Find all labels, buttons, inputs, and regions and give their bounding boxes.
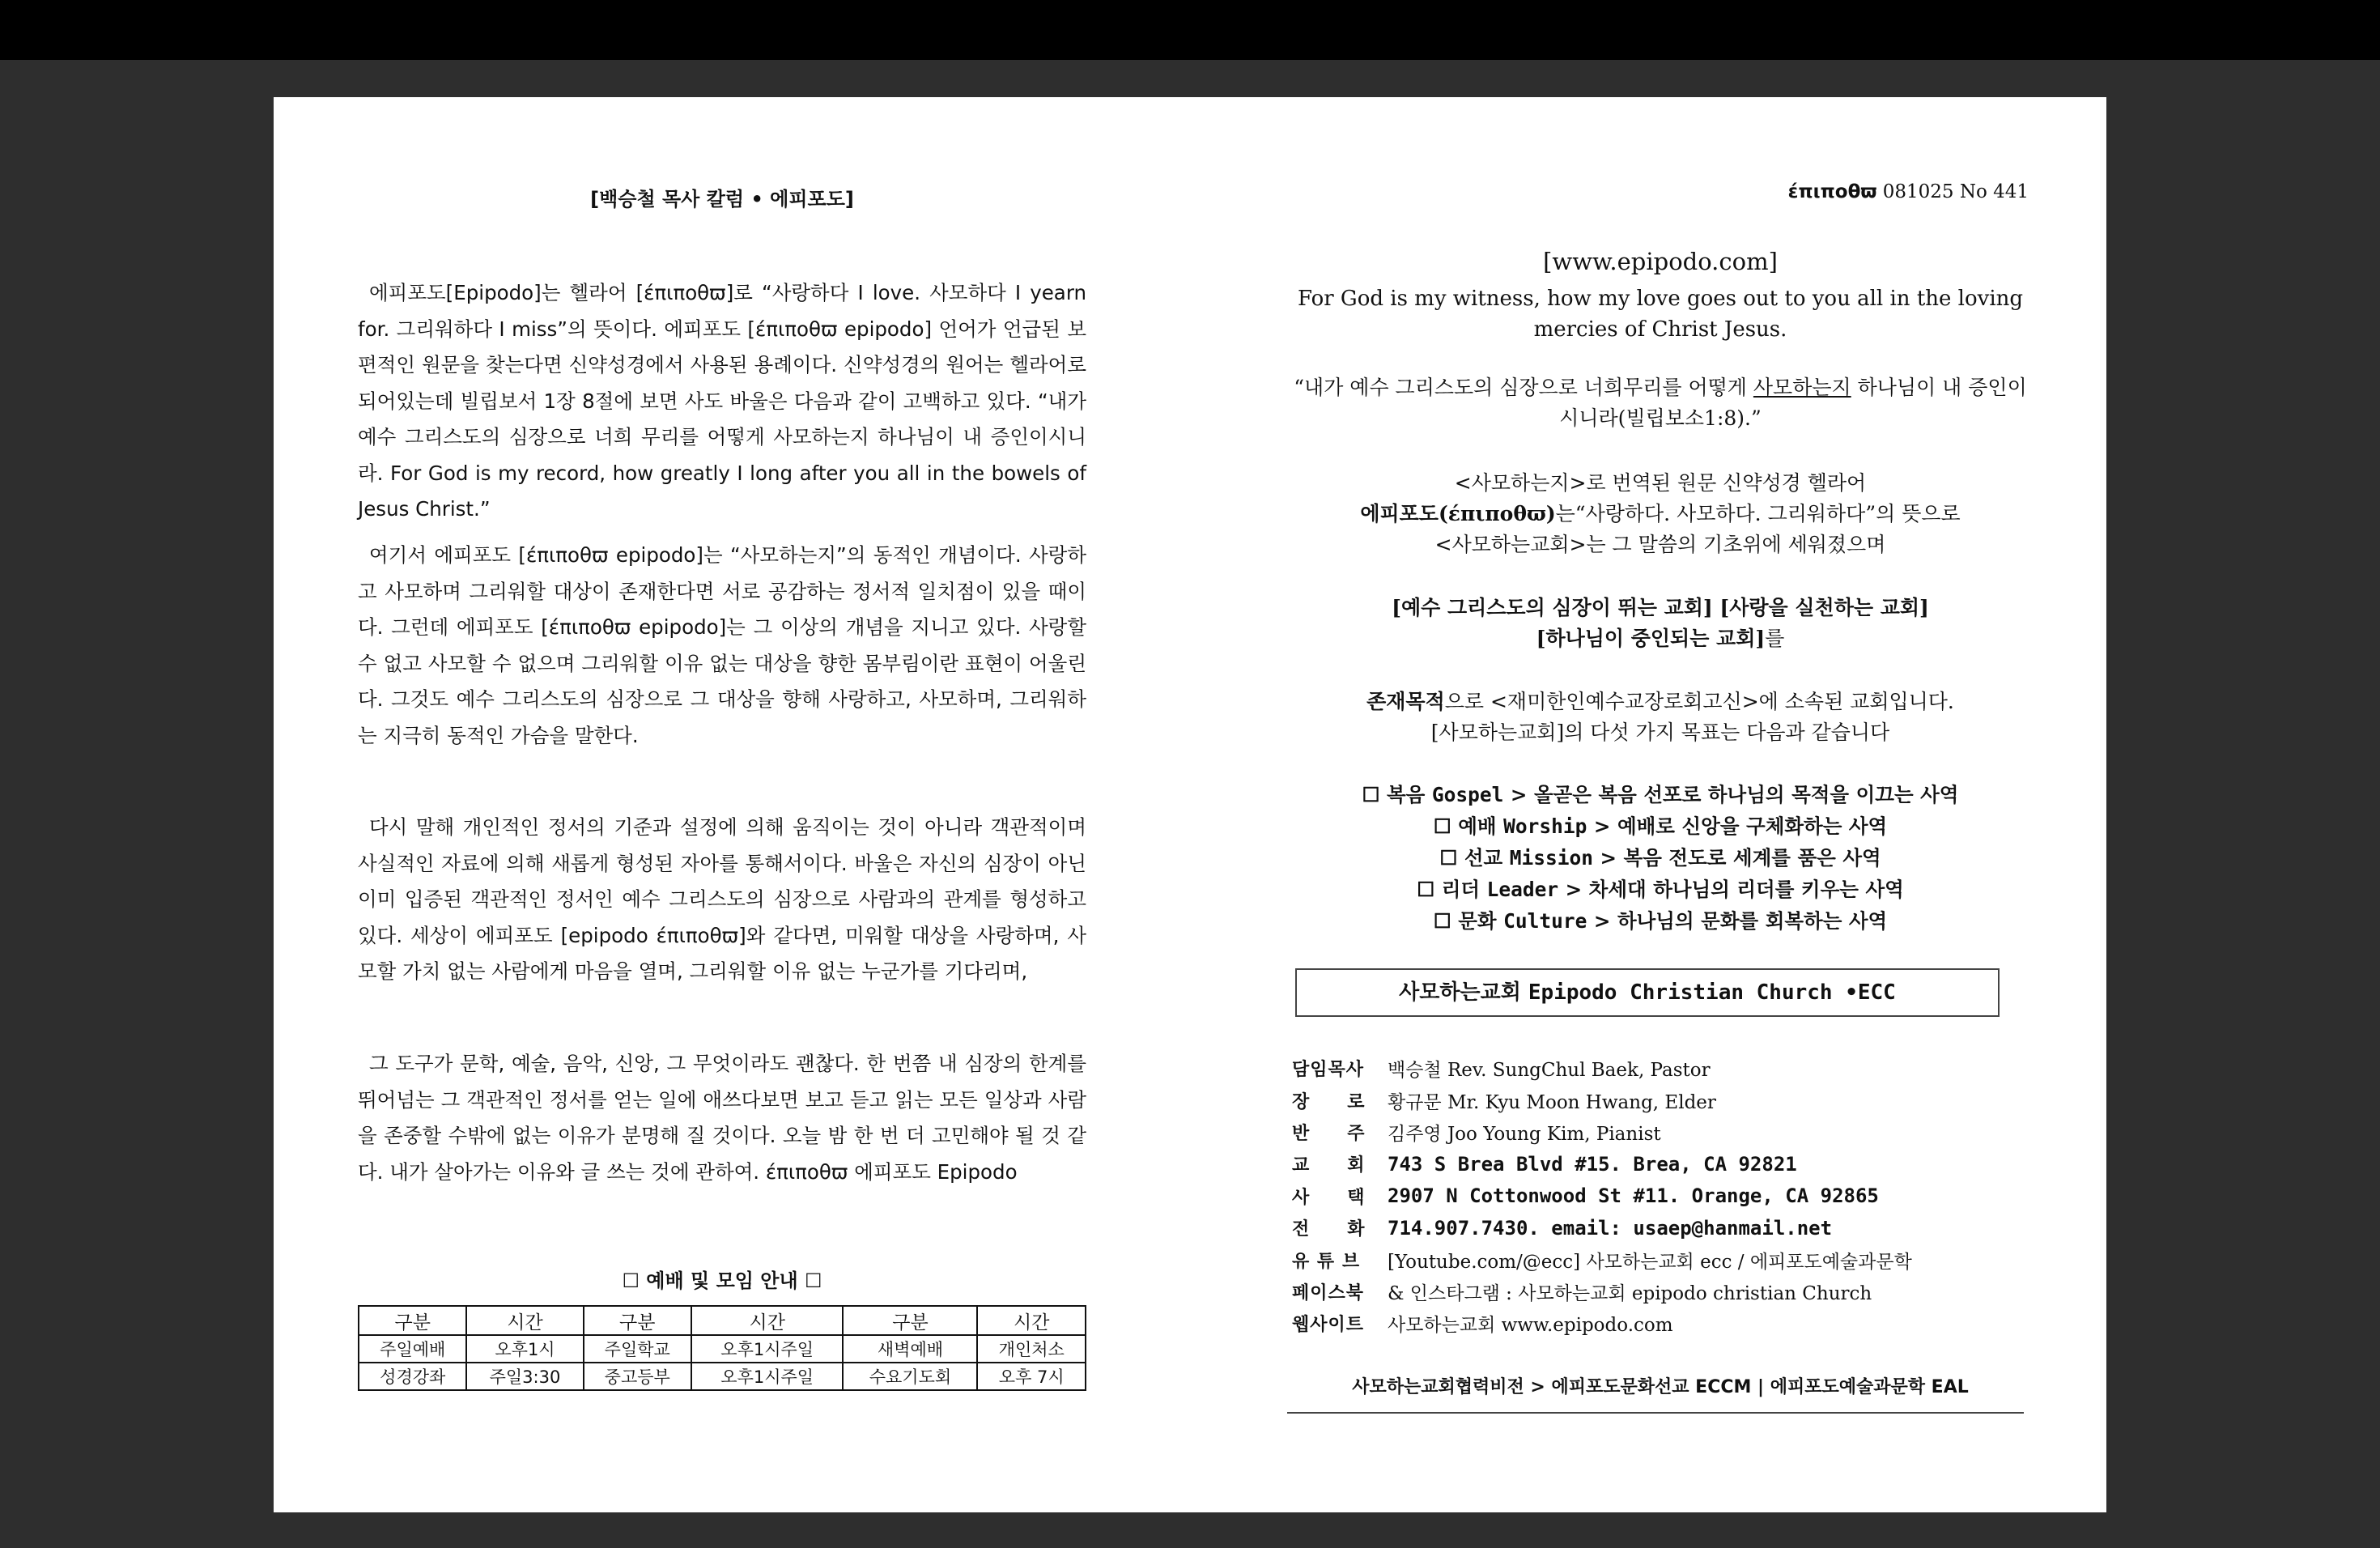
directory-label: 사 택 <box>1292 1187 1366 1208</box>
church-identity-line-2 <box>1292 623 2029 654</box>
table-cell: 주일3:30 <box>466 1363 583 1390</box>
directory-value: 김주영 Joo Young Kim, Pianist <box>1388 1123 1661 1145</box>
table-cell: 오후1시 <box>466 1335 583 1363</box>
viewer-top-bar <box>0 0 2380 60</box>
footer-divider <box>1287 1412 2024 1414</box>
table-header: 시간 <box>691 1306 843 1335</box>
goal-label: ☐ 예배 <box>1433 814 1504 838</box>
table-header: 구분 <box>584 1306 691 1335</box>
goal-label: ☐ 문화 <box>1433 909 1504 933</box>
issue-number <box>1788 181 2029 202</box>
church-directory <box>1292 1053 2029 1340</box>
directory-label: 장 로 <box>1292 1091 1366 1112</box>
goal-description: > 차세대 하나님의 리더를 키우는 사역 <box>1558 878 1904 901</box>
goals-list <box>1292 779 2029 937</box>
directory-row <box>1292 1148 2029 1180</box>
church-name-english: Epipodo Christian Church •ECC <box>1528 980 1896 1005</box>
social-media: & 인스타그램 : 사모하는교회 epipodo christian Church <box>1388 1282 1872 1304</box>
residence-address: 2907 N Cottonwood St #11. Orange, CA 92865 <box>1388 1184 1879 1208</box>
goal-english: Gospel <box>1431 783 1504 806</box>
church-name-box <box>1295 968 2000 1017</box>
purpose-line-2: [사모하는교회]의 다섯 가지 목표는 다음과 같습니다 <box>1430 721 1890 744</box>
verse-korean-end: 하나님이 내 증인이시니라(빌립보소1:8).” <box>1559 376 2027 430</box>
list-item <box>1292 905 2029 937</box>
table-header: 구분 <box>843 1306 977 1335</box>
table-cell: 수요기도회 <box>843 1363 977 1390</box>
goal-description: > 올곧은 복음 선포로 하나님의 목적을 이끄는 사역 <box>1503 783 1959 806</box>
goal-english: Mission <box>1509 846 1593 870</box>
column-paragraph-2: 여기서 에피포도 [έπιποθϖ epipodo]는 “사모하는지”의 동적인 개념이다. 사랑하고 사모하며 그리워할 대상이 존재한다면 서로 공감하는 정서적 일치점이 있을 때이다. 그런데 에피포도 [έπιποθϖ epipodo]는 그 이상의 개념을 지니고 있다. 사랑할 수 없고 사모할 수 없으며 그리워할 이유 없는 대상을 향한 몸부림이란 표현이 어울린다. 그것도 예수 그리스도의 심장으로 그 대상을 향해 사랑하고, 사모하며, 그리워하는 지극히 동적인 가슴을 말한다. <box>358 543 1086 747</box>
website-url: [www.epipodo.com] <box>1543 248 1778 275</box>
intro-meaning: 는“사랑하다. 사모하다. 그리워하다”의 뜻으로 <box>1555 502 1961 525</box>
purpose-line-1 <box>1292 687 2029 717</box>
table-cell: 오후1시주일 <box>691 1363 843 1390</box>
directory-row <box>1292 1084 2029 1116</box>
goal-label: ☐ 선교 <box>1439 846 1510 870</box>
table-cell: 주일학교 <box>584 1335 691 1363</box>
table-header: 시간 <box>977 1306 1086 1335</box>
service-schedule-table <box>358 1305 1086 1391</box>
goal-description: > 하나님의 문화를 회복하는 사역 <box>1587 909 1888 933</box>
website: 사모하는교회 www.epipodo.com <box>1388 1315 1673 1337</box>
directory-row <box>1292 1212 2029 1244</box>
directory-value: 황규문 Mr. Kyu Moon Hwang, Elder <box>1388 1091 1716 1113</box>
table-header: 시간 <box>466 1306 583 1335</box>
list-item <box>1292 779 2029 810</box>
directory-value: 백승철 Rev. SungChul Baek, Pastor <box>1388 1060 1711 1082</box>
list-item <box>1292 842 2029 874</box>
directory-label: 웹사이트 <box>1292 1315 1365 1336</box>
table-header: 구분 <box>359 1306 466 1335</box>
issue-text: 081025 No 441 <box>1876 181 2029 202</box>
document-page <box>274 97 2106 1512</box>
purpose-text: 으로 <재미한인예수교장로회고신>에 소속된 교회입니다. <box>1444 690 1954 713</box>
phone-email: 714.907.7430. email: usaep@hanmail.net <box>1388 1216 1833 1240</box>
directory-label: 페이스북 <box>1292 1282 1365 1303</box>
church-identity <box>1292 593 2029 654</box>
directory-label: 반 주 <box>1292 1123 1366 1144</box>
goal-english: Culture <box>1503 909 1587 933</box>
directory-row <box>1292 1308 2029 1339</box>
directory-row <box>1292 1180 2029 1212</box>
column-paragraph-4: 그 도구가 문학, 예술, 음악, 신앙, 그 무엇이라도 괜찮다. 한 번쯤 내 심장의 한계를 뛰어넘는 그 객관적인 정서를 얻는 일에 애쓰다보면 보고 듣고 읽는 모든 일상과 사람을 존중할 수밖에 없는 이유가 분명해 질 것이다. 오늘 밤 한 번 더 고민해야 될 것 같다. 내가 살아가는 이유와 글 쓰는 것에 관하여. έπιποθϖ 에피포도 Epipodo <box>358 1052 1086 1184</box>
church-intro <box>1292 468 2029 560</box>
directory-label: 전 화 <box>1292 1219 1366 1240</box>
column-paragraph-3: 다시 말해 개인적인 정서의 기준과 설정에 의해 움직이는 것이 아니라 객관적이며 사실적인 자료에 의해 새롭게 형성된 자아를 통해서이다. 바울은 자신의 심장이 아닌 이미 입증된 객관적인 정서인 예수 그리스도의 심장으로 사람과의 관계를 형성하고 있다. 세상이 에피포도 [epipodo έπιποθϖ]와 같다면, 미워할 대상을 사랑하며, 사모할 가치 없는 사람에게 마음을 열며, 그리워할 이유 없는 누군가를 기다리며, <box>358 815 1086 983</box>
cooperation-vision: 사모하는교회협력비전 > 에피포도문화선교 ECCM | 에피포도예술과문학 EAL <box>1352 1377 1969 1397</box>
issue-greek: έπιποθϖ <box>1787 181 1877 202</box>
church-identity-suffix: 를 <box>1765 627 1785 650</box>
table-cell: 주일예배 <box>359 1335 466 1363</box>
directory-row <box>1292 1276 2029 1308</box>
directory-row <box>1292 1116 2029 1148</box>
table-header-row <box>359 1306 1086 1335</box>
verse-korean-underlined: 사모하는지 <box>1753 376 1851 399</box>
church-identity-line-1: [예수 그리스도의 심장이 뛰는 교회] [사랑을 실천하는 교회] <box>1392 596 1929 619</box>
intro-line-1: <사모하는지>로 번역된 원문 신약성경 헬라어 <box>1454 471 1867 495</box>
youtube-channel: [Youtube.com/@ecc] 사모하는교회 ecc / 에피포도예술과문학 <box>1388 1251 1912 1273</box>
column-title: [백승철 목사 칼럼 • 에피포도] <box>590 188 854 211</box>
table-cell: 새벽예배 <box>843 1335 977 1363</box>
intro-epipodo: 에피포도(έπιποθϖ) <box>1360 502 1556 525</box>
directory-label: 담임목사 <box>1292 1060 1365 1081</box>
table-cell: 중고등부 <box>584 1363 691 1390</box>
table-cell: 성경강좌 <box>359 1363 466 1390</box>
church-identity-bold: [하나님이 중인되는 교회] <box>1536 627 1766 650</box>
goal-english: Leader <box>1486 878 1559 901</box>
intro-line-3: <사모하는교회>는 그 말씀의 기초위에 세워졌으며 <box>1434 533 1886 556</box>
table-cell: 오후1시주일 <box>691 1335 843 1363</box>
table-row <box>359 1363 1086 1390</box>
church-purpose <box>1292 687 2029 748</box>
directory-label: 유 튜 브 <box>1292 1251 1361 1272</box>
table-row <box>359 1335 1086 1363</box>
goal-english: Worship <box>1503 814 1587 838</box>
church-name-korean: 사모하는교회 <box>1399 980 1528 1005</box>
church-address: 743 S Brea Blvd #15. Brea, CA 92821 <box>1388 1152 1797 1176</box>
verse-english: For God is my witness, how my love goes out to you all in the loving mercies of Christ Jesus. <box>1297 287 2024 342</box>
purpose-keyword: 존재목적 <box>1366 690 1445 713</box>
goal-label: ☐ 복음 <box>1362 783 1432 806</box>
goal-description: > 예배로 신앙을 구체화하는 사역 <box>1587 814 1888 838</box>
list-item <box>1292 874 2029 905</box>
table-cell: 오후 7시 <box>977 1363 1086 1390</box>
verse-korean <box>1292 372 2029 434</box>
column-paragraph-1: 에피포도[Epipodo]는 헬라어 [έπιποθϖ]로 “사랑하다 I love. 사모하다 I yearn for. 그리워하다 I miss”의 뜻이다. 에피포도 [έπιποθϖ epipodo] 언어가 언급된 보편적인 원문을 찾는다면 신약성경에서 사용된 용례이다. 신약성경의 원어는 헬라어로 되어있는데 빌립보서 1장 8절에 보면 사도 바울은 다음과 같이 고백하고 있다. “내가 예수 그리스도의 심장으로 너희 무리를 어떻게 사모하는지 하나님이 내 증인이시니라. For God is my record, how greatly I long after you all in the bowels of Jesus Christ.” <box>358 281 1086 521</box>
list-item <box>1292 810 2029 842</box>
goal-description: > 복음 전도로 세계를 품은 사역 <box>1592 846 1881 870</box>
service-guide-title: ☐ 예배 및 모임 안내 ☐ <box>622 1269 822 1292</box>
intro-line-2 <box>1292 499 2029 529</box>
goal-label: ☐ 리더 <box>1417 878 1487 901</box>
directory-row <box>1292 1053 2029 1084</box>
table-cell: 개인처소 <box>977 1335 1086 1363</box>
directory-row <box>1292 1244 2029 1275</box>
directory-label: 교 회 <box>1292 1155 1366 1176</box>
verse-korean-start: “내가 예수 그리스도의 심장으로 너희무리를 어떻게 <box>1294 376 1753 399</box>
